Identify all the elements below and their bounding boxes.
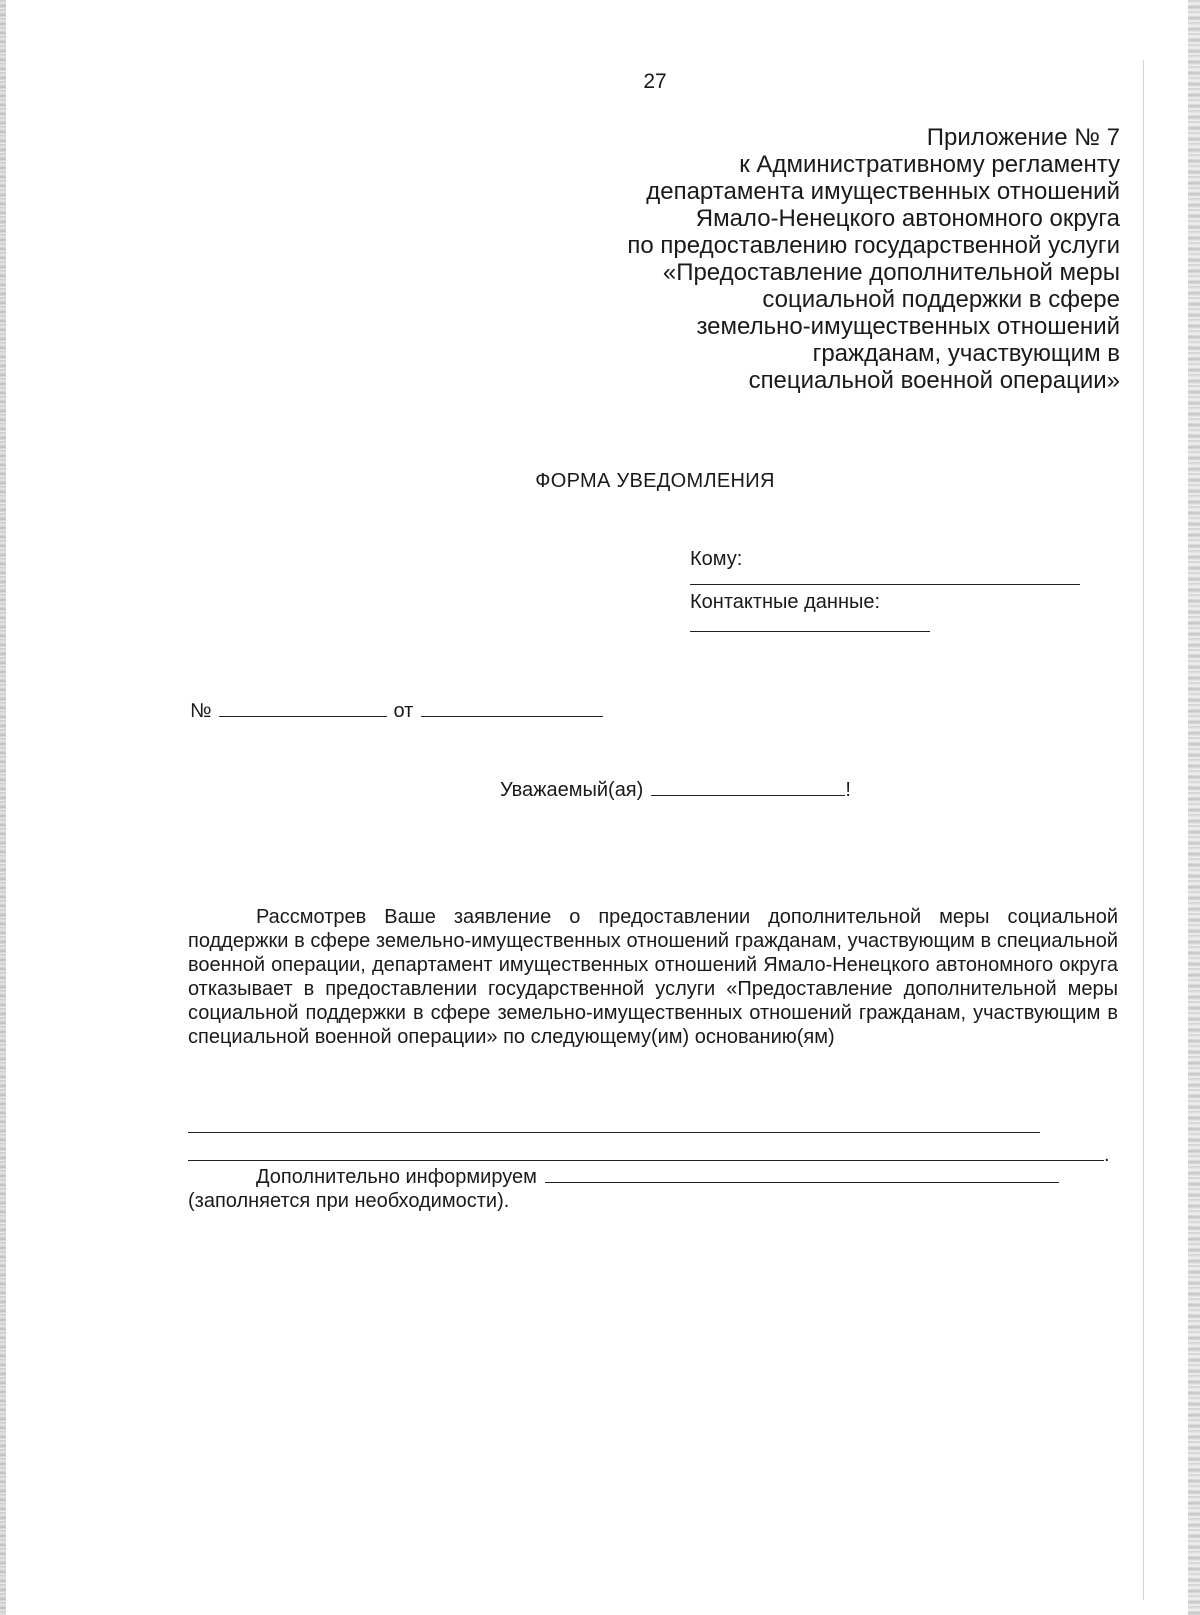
appendix-line: департамента имущественных отношений — [646, 178, 1120, 205]
scan-edge-left — [0, 0, 6, 1615]
appendix-header — [500, 124, 1120, 394]
exclamation-mark: ! — [845, 779, 851, 801]
reason-blank-line — [188, 1132, 1040, 1133]
appendix-line: специальной военной операции» — [748, 367, 1120, 394]
date-from-label: от — [393, 700, 414, 722]
additional-info-note: (заполняется при необходимости). — [188, 1190, 510, 1212]
additional-info-blank — [545, 1166, 1059, 1183]
recipient-to-label: Кому: — [690, 548, 743, 570]
appendix-line: Приложение № 7 — [926, 124, 1120, 151]
appendix-line: по предоставлению государственной услуги — [627, 232, 1120, 259]
appendix-line: к Административному регламенту — [739, 151, 1120, 178]
page-number: 27 — [643, 70, 667, 93]
salutation: Уважаемый(ая) — [500, 779, 644, 801]
reason-blank-line — [188, 1160, 1104, 1161]
appendix-line: земельно-имущественных отношений — [696, 313, 1120, 340]
document-date-blank — [421, 700, 603, 717]
additional-info-row — [256, 1166, 1059, 1189]
scan-edge-right — [1188, 0, 1200, 1615]
appendix-line: гражданам, участвующим в — [812, 340, 1120, 367]
appendix-line: социальной поддержки в сфере — [762, 286, 1120, 313]
recipient-block — [690, 548, 1080, 632]
body-paragraph: Рассмотрев Ваше заявление о предоставлении дополнительной меры социальной поддержки в сфере земельно-имущественных отношений гражданам, участвующим в специальной военной операции, департамент имущественных отношений Ямало-Ненецкого автономного округа отказывает в предоставлении государственной услуги «Предоставление дополнительной меры социальной поддержки в сфере земельно-имущественных отношений гражданам, участвующим в специальной военной операции» по следующему(им) основанию(ям) — [188, 906, 1118, 1048]
greeting — [500, 779, 851, 802]
scan-edge-shadow — [1143, 60, 1144, 1600]
reason-end-period: . — [1104, 1144, 1110, 1166]
additional-info-label: Дополнительно информируем — [256, 1166, 537, 1188]
appendix-line: «Предоставление дополнительной меры — [662, 259, 1120, 286]
addressee-name-blank — [651, 779, 845, 796]
number-sign: № — [190, 700, 212, 722]
recipient-to-blank — [690, 584, 1080, 585]
appendix-line: Ямало-Ненецкого автономного округа — [695, 205, 1120, 232]
document-number-blank — [219, 700, 387, 717]
contacts-blank — [690, 631, 930, 632]
form-title: ФОРМА УВЕДОМЛЕНИЯ — [535, 470, 775, 492]
document-number-row — [190, 700, 603, 723]
contacts-label: Контактные данные: — [690, 591, 881, 613]
